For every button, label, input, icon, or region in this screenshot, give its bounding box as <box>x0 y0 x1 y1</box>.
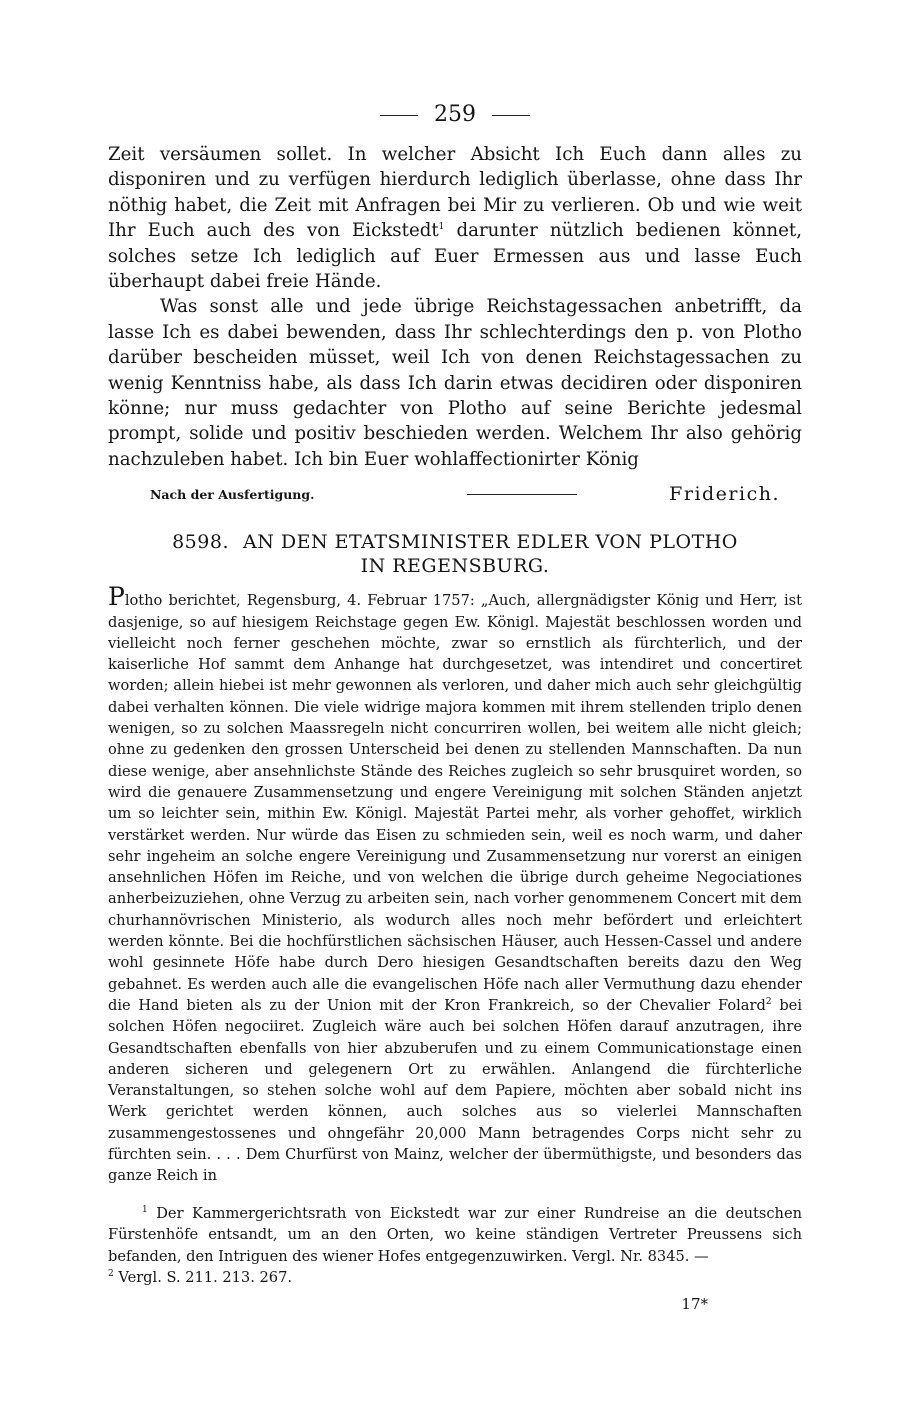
header-dash-right <box>492 115 530 116</box>
report-text-a: lotho berichtet, Regensburg, 4. Februar 1757: „Auch, allergnädigster König und Herr, ist dasjenige, so auf hiesigem Reichstage gegen Ew. Königl. Majestät beschlossen worden und vielleicht noch ferner geschehen möchte, zwar so ernstlich als fürchterlich, und der kaiserliche Hof sammt dem Anhange hat durchgesetzet, was intendiret und concertiret worden; allein hiebei ist mehr gewonnen als verloren, und daher mich auch sehr gleichgültig dabei verhalten können. Die viele widrige majora kommen mit ihrem stellenden triplo denen wenigen, so zu solchen Maassregeln nicht concurriren wollen, bei weitem alle nicht gleich; ohne zu gedenken den grossen Unterscheid bei denen zu stellenden Mannschaften. Da nun diese wenige, aber ansehnlichste Stände des Reiches zugleich so sehr brusquiret worden, so wird die genauere Zusammensetzung und engere Vereinigung mit solchen Ständen anjetzt um so leichter sein, mithin Ew. Königl. Majestät Partei mehr, als vorher gehoffet, wirklich verstärket werden. Nur würde das Eisen zu schmieden sein, weil es noch warm, und daher sehr ingeheim an solche engere Vereinigung und Zusammensetzung nur vorerst an einigen ansehnlichen Höfen im Reiche, und von welchen die übrige durch geheime Negociationes anherbeizuziehen, ohne Verzug zu arbeiten sein, nach vorher genommenem Concert mit dem churhannövrischen Ministerio, als wodurch alles noch mehr befördert und erleichtert werden könnte. Bei die hochfürstlichen sächsischen Häuser, auch Hessen-Cassel und andere wohl gesinnete Höfe habe durch Dero hiesigen Gesandtschaften bereits dazu den Weg gebahnet. Es werden auch alle die evangelischen Höfe nach aller Vermuthung dazu ehender die Hand bieten als zu der Union mit der Kron Frankreich, so der Chevalier Folard <box>108 592 802 1014</box>
letter-paragraph-1-continuation: darunter nützlich bedienen könnet, solches setze Ich lediglich auf Euer Ermessen aus und lasse Euch überhaupt dabei freie Hände. <box>108 220 802 293</box>
footnote-1-mark: 1 <box>142 1204 148 1215</box>
letter-paragraph-1 <box>108 142 802 294</box>
report-text-b: bei solchen Höfen negociiret. Zugleich wäre auch bei solchen Höfen darauf anzutragen, ihre Gesandtschaften ebenfalls von hier abzuberufen und zu einem Communicationstage einen anderen sicheren und gelegenern Ort zu erwählen. Anlangend die fürchterliche Veranstaltungen, so stehen solche wohl auf dem Papiere, möchten aber sobald nicht ins Werk gerichtet werden können, auch solches aus so vielerlei Mannschaften zusammengestossenes und ohngefähr 20,000 Mann betragendes Corps nicht sehr zu fürchten sein. . . . Dem Churfürst von Mainz, welcher der übermüthigste, und besonders das ganze Reich in <box>108 996 802 1185</box>
report-paragraph <box>108 582 802 1186</box>
section-number: 8598. <box>172 531 229 554</box>
section-heading <box>108 530 802 578</box>
footnote-ref-1: 1 <box>438 222 445 233</box>
letter-paragraph-1-text: Zeit versäumen sollet. In welcher Absicht Ich Euch dann alles zu disponiren und zu verfügen hierdurch lediglich überlasse, ohne dass Ihr nöthig habet, die Zeit mit Anfragen bei Mir zu verlieren. Ob und wie weit Ihr Euch auch des von Eickstedt <box>108 144 802 242</box>
page-number: 259 <box>434 102 476 127</box>
footnote-2 <box>108 1267 802 1289</box>
running-header <box>108 100 802 142</box>
drop-letter: P <box>108 582 125 612</box>
signature-mark: 17* <box>681 1294 708 1313</box>
footnotes <box>108 1203 802 1289</box>
separator-rule <box>467 494 577 495</box>
footnote-2-text: Vergl. S. 211. 213. 267. <box>113 1269 292 1287</box>
section-heading-line-2: IN REGENSBURG. <box>360 555 550 578</box>
book-page <box>108 100 802 1313</box>
footnote-1-text: Der Kammergerichtsrath von Eickstedt war zur einer Rundreise an die deutschen Fürstenhöfe entsandt, um an den Orten, wo keine ständigen Vertreter Preussens sich befanden, den Intriguen des wiener Hofes entgegenzuwirken. Vergl. Nr. 8345. — <box>108 1204 802 1265</box>
signature-line <box>108 480 802 508</box>
footnote-1 <box>108 1203 802 1268</box>
signature: Friderich. <box>669 483 780 506</box>
header-dash-left <box>380 115 418 116</box>
source-note: Nach der Ausfertigung. <box>150 486 315 502</box>
section-title: AN DEN ETATSMINISTER EDLER VON PLOTHO <box>243 531 738 554</box>
footnote-ref-2: 2 <box>765 997 772 1008</box>
letter-paragraph-2: Was sonst alle und jede übrige Reichstagessachen anbetrifft, da lasse Ich es dabei bewenden, dass Ihr schlechterdings den p. von Plotho darüber bescheiden müsset, weil Ich von denen Reichstagessachen zu wenig Kenntniss habe, als dass Ich darin etwas decidiren oder disponiren könne; nur muss gedachter von Plotho auf seine Berichte jedesmal prompt, solide und positiv beschieden werden. Welchem Ihr also gehörig nachzuleben habet. Ich bin Euer wohlaffectionirter König <box>108 296 802 470</box>
footnote-2-mark: 2 <box>108 1269 114 1280</box>
section-heading-line-1 <box>108 530 802 554</box>
